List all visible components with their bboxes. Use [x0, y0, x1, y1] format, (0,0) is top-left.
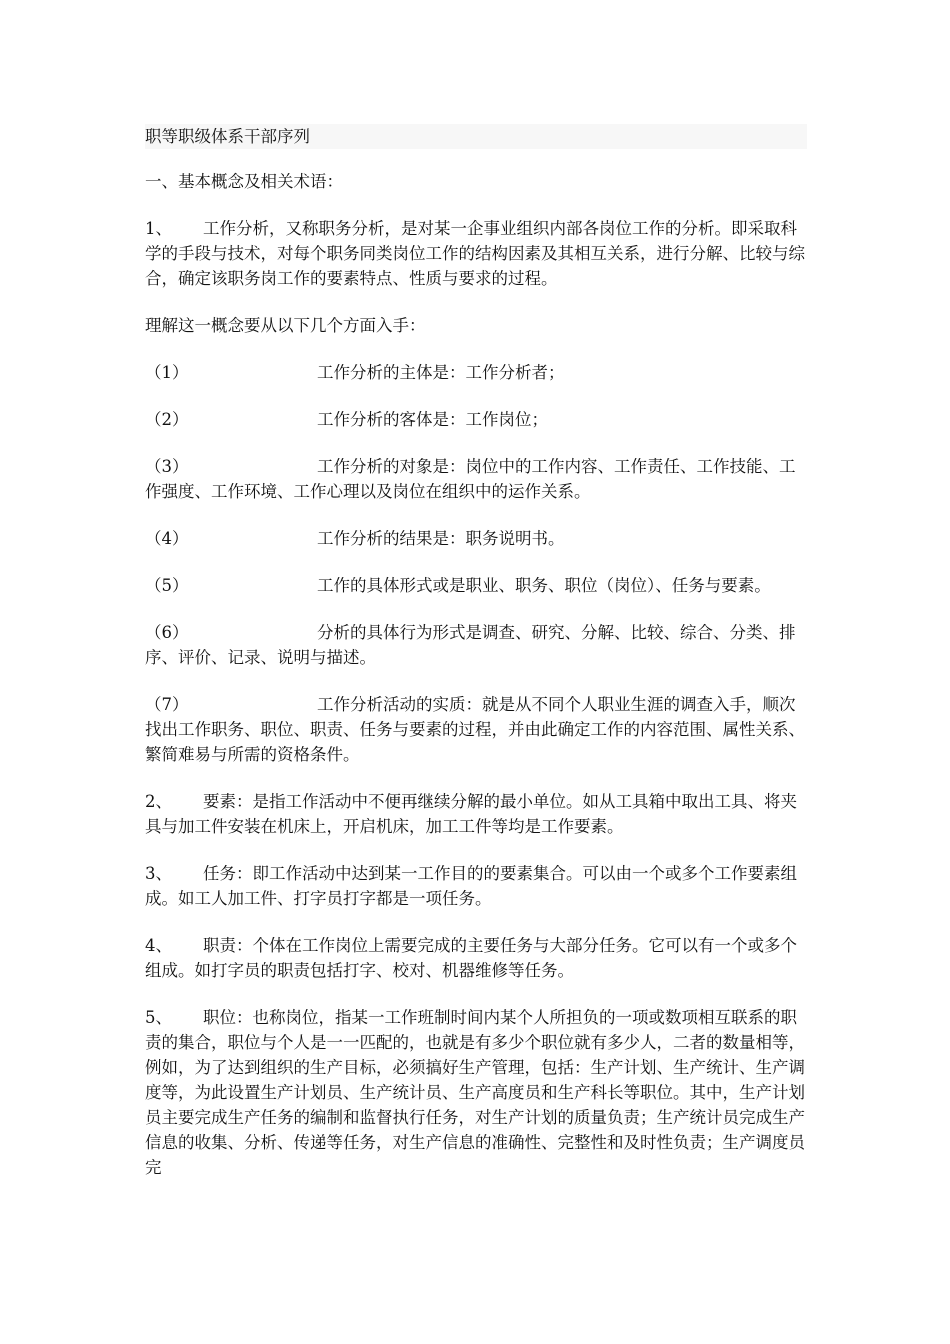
sub-item-marker: （4） [145, 529, 189, 548]
term-marker: 1、 [145, 219, 172, 238]
sub-item-marker: （1） [145, 363, 189, 382]
sub-item-7 [145, 692, 807, 767]
sub-item-text: 工作分析的客体是：工作岗位； [317, 410, 548, 429]
document-title: 职等职级体系干部序列 [145, 127, 310, 146]
term-marker: 5、 [145, 1008, 172, 1027]
term-paragraph-5 [145, 1005, 807, 1180]
sub-item-marker: （5） [145, 576, 189, 595]
sub-item-1 [145, 360, 807, 385]
document-body [145, 124, 807, 1202]
sub-item-text: 工作分析活动的实质：就是从不同个人职业生涯的调查入手，顺次找出工作职务、职位、职责、任务与要素的过程，并由此确定工作的内容范围、属性关系、繁简难易与所需的资格条件。 [145, 695, 805, 764]
term-marker: 4、 [145, 936, 172, 955]
sub-item-marker: （2） [145, 410, 189, 429]
term-paragraph-1 [145, 216, 807, 291]
section-heading: 一、基本概念及相关术语： [145, 172, 343, 191]
term-text: 工作分析，又称职务分析，是对某一企事业组织内部各岗位工作的分析。即采取科学的手段与技术，对每个职务同类岗位工作的结构因素及其相互关系，进行分解、比较与综合，确定该职务岗工作的要素特点、性质与要求的过程。 [145, 219, 805, 288]
term-text: 任务：即工作活动中达到某一工作目的的要素集合。可以由一个或多个工作要素组成。如工人加工件、打字员打字都是一项任务。 [145, 864, 797, 908]
sub-item-text: 分析的具体行为形式是调查、研究、分解、比较、综合、分类、排序、评价、记录、说明与描述。 [145, 623, 796, 667]
sub-item-text: 工作的具体形式或是职业、职务、职位（岗位）、任务与要素。 [317, 576, 771, 595]
sub-item-text: 工作分析的结果是：职务说明书。 [317, 529, 565, 548]
sub-item-marker: （3） [145, 457, 189, 476]
sub-item-6 [145, 620, 807, 670]
term-paragraph-3 [145, 861, 807, 911]
term-paragraph-4 [145, 933, 807, 983]
term-text: 要素：是指工作活动中不便再继续分解的最小单位。如从工具箱中取出工具、将夹具与加工件安装在机床上，开启机床，加工工件等均是工作要素。 [145, 792, 797, 836]
sub-item-3 [145, 454, 807, 504]
sub-item-text: 工作分析的主体是：工作分析者； [317, 363, 565, 382]
document-title-bar [145, 124, 807, 149]
sub-item-marker: （6） [145, 623, 189, 642]
term-marker: 2、 [145, 792, 172, 811]
term-text: 职位：也称岗位，指某一工作班制时间内某个人所担负的一项或数项相互联系的职责的集合，职位与个人是一一匹配的，也就是有多少个职位就有多少人，二者的数量相等，例如，为了达到组织的生产目标，必须搞好生产管理，包括：生产计划、生产统计、生产调度等，为此设置生产计划员、生产统计员、生产高度员和生产科长等职位。其中，生产计划员主要完成生产任务的编制和监督执行任务，对生产计划的质量负责；生产统计员完成生产信息的收集、分析、传递等任务，对生产信息的准确性、完整性和及时性负责；生产调度员完 [145, 1008, 805, 1177]
sub-item-4 [145, 526, 807, 551]
term-marker: 3、 [145, 864, 172, 883]
sub-item-2 [145, 407, 807, 432]
sub-item-5 [145, 573, 807, 598]
term-paragraph-2 [145, 789, 807, 839]
sub-item-marker: （7） [145, 695, 189, 714]
understand-intro: 理解这一概念要从以下几个方面入手： [145, 316, 426, 335]
sub-item-text: 工作分析的对象是：岗位中的工作内容、工作责任、工作技能、工作强度、工作环境、工作心理以及岗位在组织中的运作关系。 [145, 457, 796, 501]
term-text: 职责：个体在工作岗位上需要完成的主要任务与大部分任务。它可以有一个或多个组成。如打字员的职责包括打字、校对、机器维修等任务。 [145, 936, 797, 980]
